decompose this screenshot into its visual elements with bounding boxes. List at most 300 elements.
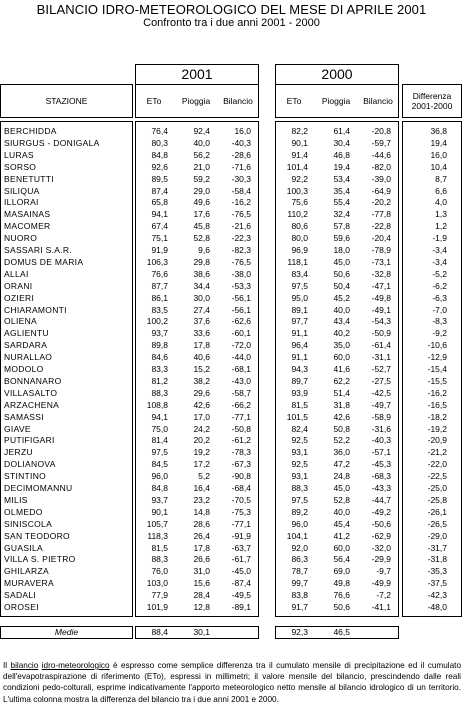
table-row [136,412,258,423]
table-row [136,388,258,399]
differenza: -1,9 [432,233,447,244]
pioggia-2001: 26,4 [193,530,210,541]
table-row [276,186,398,197]
station-name: MODOLO [4,364,44,374]
station-name: OROSEI [4,602,39,612]
bilancio-2000: -64,9 [371,185,391,196]
table-row [1,412,132,423]
bilancio-2001: -75,3 [231,506,251,517]
table-row [276,364,398,375]
table-row [1,400,132,411]
table-row [403,150,461,161]
eto-2000: 88,3 [291,483,308,493]
table-row [136,531,258,542]
table-row [1,293,132,304]
bilancio-2001: -78,3 [231,447,251,458]
eto-2001: 89,5 [151,173,168,184]
table-row [276,316,398,327]
bilancio-2001: -76,5 [231,209,251,220]
table-row [276,269,398,280]
table-row [136,328,258,339]
differenza: -31,8 [427,554,447,565]
eto-2000: 82,2 [291,126,308,136]
table-row [136,174,258,185]
year-header-2001: 2001 [135,64,259,85]
pioggia-2000: 31,8 [333,399,350,410]
bilancio-2000: -45,3 [371,459,391,470]
table-row [403,400,461,411]
eto-2000: 99,7 [291,578,308,589]
pioggia-2000: 55,4 [333,197,350,208]
header-2000-box [275,84,399,118]
header-eto-2001: ETo [146,96,162,106]
table-row [136,483,258,494]
pioggia-2001: 17,8 [193,542,210,553]
pioggia-2001: 20,2 [193,435,210,446]
bilancio-2001: -43,0 [231,375,251,386]
differenza: 6,6 [435,185,447,196]
bilancio-2000: -31,1 [371,352,391,363]
page-subtitle: Confronto tra i due anni 2001 - 2000 [143,17,320,29]
eto-2001: 97,5 [151,447,168,458]
pioggia-2000: 52,2 [333,435,350,446]
differenza: 8,7 [435,173,447,184]
differenza: -6,3 [432,292,447,303]
eto-2000: 96,0 [291,518,308,529]
table-row [276,293,398,304]
station-name: SARDARA [4,340,48,351]
bilancio-2001: -71,6 [231,161,251,172]
bilancio-2000: -42,5 [371,387,391,398]
bilancio-2000: -31,6 [371,423,391,434]
footnote-text: è espresso come semplice differenza tra il cumulato mensile di precipitazione ed il cumulato dell'evapotraspirazione di riferimento (ETo), espressi in millimetri; il valore mensile del bilancio, prescindendo dalle reali condizioni pedo-colturali, esprime indicativamente l'apporto meteorologico netto mensile al bilancio idrologico di un territorio. L'ultima colonna mostra la differenza del bilancio tra i due anni 2001 e 2000. [3,661,461,704]
table-row [1,162,132,173]
eto-2000: 90,1 [291,137,308,148]
table-row [276,412,398,423]
table-row [403,412,461,423]
eto-2000: 97,5 [291,494,308,505]
eto-2001: 80,3 [151,137,168,148]
pioggia-2001: 5,2 [198,471,210,482]
pioggia-2000: 62,2 [333,375,350,386]
table-row [136,602,258,613]
station-name: DOLIANOVA [4,459,56,470]
differenza: -6,2 [432,280,447,291]
eto-2001: 105,7 [146,518,168,529]
station-name: VILLA S. PIETRO [4,554,76,565]
station-name: BENETUTTI [4,173,54,184]
station-name: SIURGUS - DONIGALA [4,137,100,148]
differenza: -20,9 [427,435,447,446]
table-row [1,543,132,554]
table-row [136,364,258,375]
table-row [276,507,398,518]
station-name: GUASILA [4,542,43,553]
table-row [276,305,398,316]
station-name: MACOMER [4,221,51,232]
medie-pioggia-2001: 30,1 [193,627,210,637]
differenza: 16,0 [430,149,447,160]
bilancio-2001: -68,1 [231,364,251,374]
pioggia-2001: 9,6 [198,245,210,255]
bilancio-2000: -32,0 [371,542,391,553]
bilancio-2000: -39,0 [371,173,391,184]
eto-2001: 84,8 [151,149,168,160]
bilancio-2000: -7,2 [376,590,391,601]
table-row [403,257,461,268]
eto-2001: 76,6 [151,268,168,279]
station-name: VILLASALTO [4,387,58,398]
eto-2000: 94,3 [291,364,308,374]
eto-2000: 92,2 [291,173,308,184]
pioggia-2000: 42,6 [333,411,350,422]
footnote-link-bilancio[interactable]: bilancio [10,661,39,670]
pioggia-2001: 42,6 [193,399,210,410]
table-row [276,257,398,268]
table-row [136,495,258,506]
bilancio-2000: -20,2 [371,197,391,208]
table-row [1,554,132,565]
eto-2001: 94,1 [151,411,168,422]
table-row [136,233,258,244]
eto-2001: 83,3 [151,364,168,374]
table-row [403,495,461,506]
table-row [1,376,132,387]
table-row [276,424,398,435]
table-row [136,197,258,208]
table-row [136,400,258,411]
pioggia-2000: 45,4 [333,518,350,529]
differenza: 36,8 [430,126,447,136]
header-differenza-line1: Differenza [412,91,452,101]
pioggia-2001: 29,8 [193,256,210,267]
medie-label-box [0,626,133,639]
eto-2001: 84,8 [151,483,168,493]
pioggia-2001: 37,6 [193,316,210,327]
table-row [1,424,132,435]
table-row [136,245,258,256]
pioggia-2000: 30,4 [333,137,350,148]
header-eto-2000: ETo [286,96,302,106]
table-row [136,186,258,197]
table-row [1,197,132,208]
bilancio-2001: -53,3 [231,280,251,291]
table-row [403,388,461,399]
table-row [276,174,398,185]
table-row [276,447,398,458]
bilancio-2001: -28,6 [231,149,251,160]
eto-2001: 81,5 [151,542,168,553]
bilancio-2000: -22,8 [371,221,391,232]
pioggia-2000: 24,8 [333,471,350,482]
table-row [403,186,461,197]
eto-2000: 101,5 [286,411,308,422]
eto-2000: 92,0 [291,542,308,553]
year-header-2000: 2000 [275,64,399,85]
table-row [403,435,461,446]
bilancio-2001: -16,2 [231,197,251,208]
table-row [136,352,258,363]
bilancio-2000: -47,1 [371,280,391,291]
pioggia-2000: 76,6 [333,590,350,601]
eto-2001: 96,0 [151,471,168,482]
eto-2000: 82,4 [291,423,308,434]
eto-2001: 88,3 [151,387,168,398]
bilancio-2001: -40,3 [231,137,251,148]
pioggia-2001: 15,2 [193,364,210,374]
table-row [136,435,258,446]
bilancio-2001: -70,5 [231,494,251,505]
eto-2001: 100,2 [146,316,168,327]
pioggia-2001: 17,2 [193,459,210,470]
table-row [403,328,461,339]
table-row [276,543,398,554]
differenza: -25,0 [427,483,447,493]
bilancio-2000: -9,7 [376,566,391,577]
eto-2000: 89,1 [291,304,308,315]
table-row [1,186,132,197]
pioggia-2000: 56,4 [333,554,350,565]
table-row [1,221,132,232]
station-name: SAMASSI [4,411,44,422]
eto-2000: 95,0 [291,292,308,303]
pioggia-2001: 17,6 [193,209,210,220]
eto-2001: 84,5 [151,459,168,470]
table-row [136,150,258,161]
table-row [136,566,258,577]
bilancio-2001: 16,0 [234,126,251,136]
pioggia-2001: 12,8 [193,602,210,612]
eto-2000: 100,3 [286,185,308,196]
table-row [1,590,132,601]
medie-eto-2001: 88,4 [151,627,168,637]
table-row [276,590,398,601]
table-row [1,269,132,280]
station-name: OLMEDO [4,506,43,517]
pioggia-2000: 61,4 [333,126,350,136]
bilancio-2000: -49,2 [371,506,391,517]
eto-2000: 80,6 [291,221,308,232]
header-stazione-box [0,84,133,118]
differenza: -8,3 [432,316,447,327]
table-row [136,340,258,351]
eto-2000: 91,1 [291,352,308,363]
header-pioggia-2001: Pioggia [181,96,211,106]
station-name: ORANI [4,280,33,291]
eto-2000: 92,5 [291,459,308,470]
table-row [136,316,258,327]
bilancio-2000: -78,9 [371,245,391,255]
table-row [403,138,461,149]
pioggia-2001: 27,4 [193,304,210,315]
bilancio-2001: -63,7 [231,542,251,553]
pioggia-2000: 57,8 [333,221,350,232]
medie-2000-box [275,626,399,639]
differenza: 19,4 [430,137,447,148]
pioggia-2001: 28,4 [193,590,210,601]
header-pioggia-2000: Pioggia [321,96,351,106]
pioggia-2000: 69,0 [333,566,350,577]
table-row [1,257,132,268]
pioggia-2000: 41,6 [333,364,350,374]
table-row [1,459,132,470]
eto-2001: 65,8 [151,197,168,208]
bilancio-2001: -87,4 [231,578,251,589]
table-row [1,233,132,244]
eto-2000: 93,1 [291,471,308,482]
table-row [276,126,398,137]
pioggia-2000: 60,0 [333,542,350,553]
differenza: -16,5 [427,399,447,410]
table-row [403,174,461,185]
eto-2001: 93,7 [151,328,168,339]
eto-2000: 104,1 [286,530,308,541]
values-2001-column [135,121,259,617]
bilancio-2001: -66,2 [231,399,251,410]
table-row [136,138,258,149]
eto-2001: 87,4 [151,185,168,196]
eto-2001: 76,4 [151,126,168,136]
eto-2000: 92,5 [291,435,308,446]
bilancio-2000: -54,3 [371,316,391,327]
table-row [403,602,461,613]
pioggia-2000: 45,2 [333,292,350,303]
pioggia-2000: 40,2 [333,328,350,339]
footnote-prefix: Il [3,661,11,670]
table-row [136,209,258,220]
bilancio-2000: -77,8 [371,209,391,220]
table-row [276,138,398,149]
eto-2001: 93,7 [151,494,168,505]
table-row [276,352,398,363]
eto-2000: 101,4 [286,161,308,172]
header-2001-box [135,84,259,118]
table-row [276,602,398,613]
table-row [136,578,258,589]
eto-2000: 83,4 [291,268,308,279]
pioggia-2000: 18,0 [333,245,350,255]
table-row [403,566,461,577]
pioggia-2001: 38,6 [193,268,210,279]
station-name: PUTIFIGARI [4,435,55,446]
eto-2000: 91,4 [291,149,308,160]
header-differenza [403,85,461,117]
table-row [136,376,258,387]
table-row [276,162,398,173]
bilancio-2001: -76,5 [231,256,251,267]
header-differenza-line2: 2001-2000 [411,101,453,111]
bilancio-2000: -68,3 [371,471,391,482]
table-row [403,424,461,435]
differenza: -5,2 [432,268,447,279]
eto-2001: 88,3 [151,554,168,565]
pioggia-2001: 45,8 [193,221,210,232]
bilancio-2001: -61,2 [231,435,251,446]
medie-2001-box [135,626,259,639]
differenza: -21,2 [427,447,447,458]
table-row [136,543,258,554]
table-row [136,471,258,482]
bilancio-2000: -61,4 [371,340,391,351]
station-name: ARZACHENA [4,399,60,410]
bilancio-2000: -44,6 [371,149,391,160]
table-row [276,197,398,208]
pioggia-2000: 47,2 [333,459,350,470]
station-name: MASAINAS [4,209,51,220]
differenza: -12,9 [427,352,447,363]
table-row [1,519,132,530]
pioggia-2000: 46,8 [333,149,350,160]
bilancio-2001: -89,1 [231,602,251,612]
table-row [403,162,461,173]
eto-2001: 91,9 [151,245,168,255]
header-bilancio-2001: Bilancio [223,96,253,106]
bilancio-2000: -40,3 [371,435,391,446]
bilancio-2000: -73,1 [371,256,391,267]
table-row [1,174,132,185]
table-row [1,471,132,482]
pioggia-2001: 17,0 [193,411,210,422]
pioggia-2000: 52,8 [333,494,350,505]
pioggia-2001: 33,6 [193,328,210,339]
station-name: SASSARI S.A.R. [4,245,72,255]
eto-2000: 80,0 [291,233,308,244]
eto-2000: 97,5 [291,280,308,291]
bilancio-2000: -44,7 [371,494,391,505]
table-row [1,150,132,161]
stazione-column [0,121,133,617]
station-name: SORSO [4,161,37,172]
pioggia-2001: 92,4 [193,126,210,136]
table-row [1,483,132,494]
footnote-link-idro[interactable]: idro-meteorologico [41,661,110,670]
pioggia-2001: 15,6 [193,578,210,589]
bilancio-2000: -50,9 [371,328,391,339]
table-row [276,531,398,542]
table-row [276,388,398,399]
bilancio-2000: -32,8 [371,268,391,279]
table-row [403,233,461,244]
eto-2001: 103,0 [146,578,168,589]
bilancio-2001: -45,0 [231,566,251,577]
table-row [276,233,398,244]
table-row [276,519,398,530]
table-row [403,269,461,280]
differenza: -25,8 [427,494,447,505]
bilancio-2001: -49,5 [231,590,251,601]
table-row [1,316,132,327]
table-row [403,126,461,137]
station-name: DOMUS DE MARIA [4,256,84,267]
table-row [276,209,398,220]
bilancio-2000: -59,7 [371,137,391,148]
table-row [1,364,132,375]
pioggia-2001: 59,2 [193,173,210,184]
table-row [1,602,132,613]
eto-2000: 97,7 [291,316,308,327]
table-row [136,126,258,137]
pioggia-2001: 49,6 [193,197,210,208]
table-row [403,471,461,482]
eto-2001: 86,1 [151,292,168,303]
station-name: SAN TEODORO [4,530,70,541]
table-row [136,293,258,304]
differenza: -3,4 [432,256,447,267]
eto-2001: 106,3 [146,256,168,267]
eto-2000: 89,2 [291,506,308,517]
table-row [1,435,132,446]
pioggia-2001: 28,6 [193,518,210,529]
